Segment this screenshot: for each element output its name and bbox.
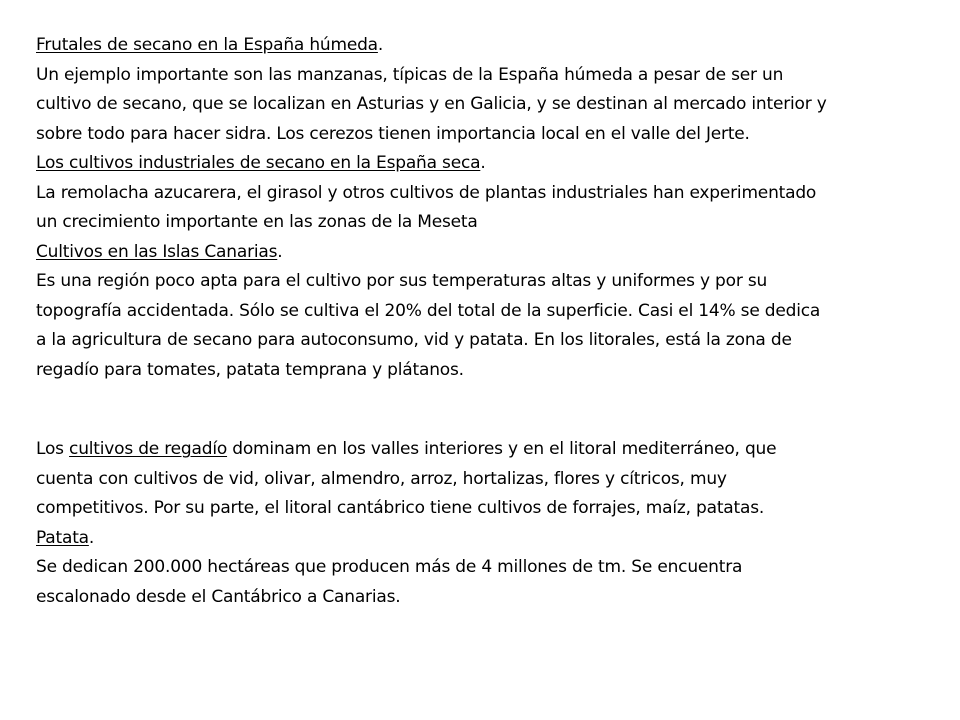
text-block-regadio — [36, 435, 954, 612]
paragraph-line: cuenta con cultivos de vid, olivar, almendro, arroz, hortalizas, flores y cítricos, muy — [36, 468, 727, 489]
heading-patata: Patata. — [36, 527, 95, 548]
paragraph-line: un crecimiento importante en las zonas de la Meseta — [36, 212, 478, 232]
heading-cultivos-industriales: Los cultivos industriales de secano en la España seca. — [36, 153, 486, 173]
paragraph-line: topografía accidentada. Sólo se cultiva el 20% del total de la superficie. Casi el 14% se dedica — [36, 300, 821, 321]
paragraph-line: Es una región poco apta para el cultivo por sus temperaturas altas y uniformes y por su — [36, 271, 768, 291]
paragraph-line: cultivo de secano, que se localizan en Asturias y en Galicia, y se destinan al mercado interior y — [36, 94, 827, 114]
paragraph-line: competitivos. Por su parte, el litoral cantábrico tiene cultivos de forrajes, maíz, patatas. — [36, 498, 765, 518]
paragraph-line: Un ejemplo importante son las manzanas, típicas de la España húmeda a pesar de ser un — [36, 64, 784, 85]
paragraph-line: sobre todo para hacer sidra. Los cerezos tienen importancia local en el valle del Jerte. — [36, 123, 750, 144]
text-block-secano — [36, 31, 954, 385]
paragraph-line-regadio-intro: Los cultivos de regadío dominam en los valles interiores y en el litoral mediterráneo, que — [36, 439, 777, 459]
heading-frutales-secano: Frutales de secano en la España húmeda. — [36, 35, 384, 55]
paragraph-line: escalonado desde el Cantábrico a Canarias. — [36, 586, 401, 607]
paragraph-line: a la agricultura de secano para autoconsumo, vid y patata. En los litorales, está la zona de — [36, 330, 792, 350]
term-cultivos-regadio: cultivos de regadío — [69, 439, 228, 459]
paragraph-line: La remolacha azucarera, el girasol y otros cultivos de plantas industriales han experimentado — [36, 182, 817, 203]
heading-islas-canarias: Cultivos en las Islas Canarias. — [36, 241, 283, 262]
paragraph-line: Se dedican 200.000 hectáreas que producen más de 4 millones de tm. Se encuentra — [36, 557, 743, 577]
paragraph-line: regadío para tomates, patata temprana y plátanos. — [36, 359, 464, 380]
